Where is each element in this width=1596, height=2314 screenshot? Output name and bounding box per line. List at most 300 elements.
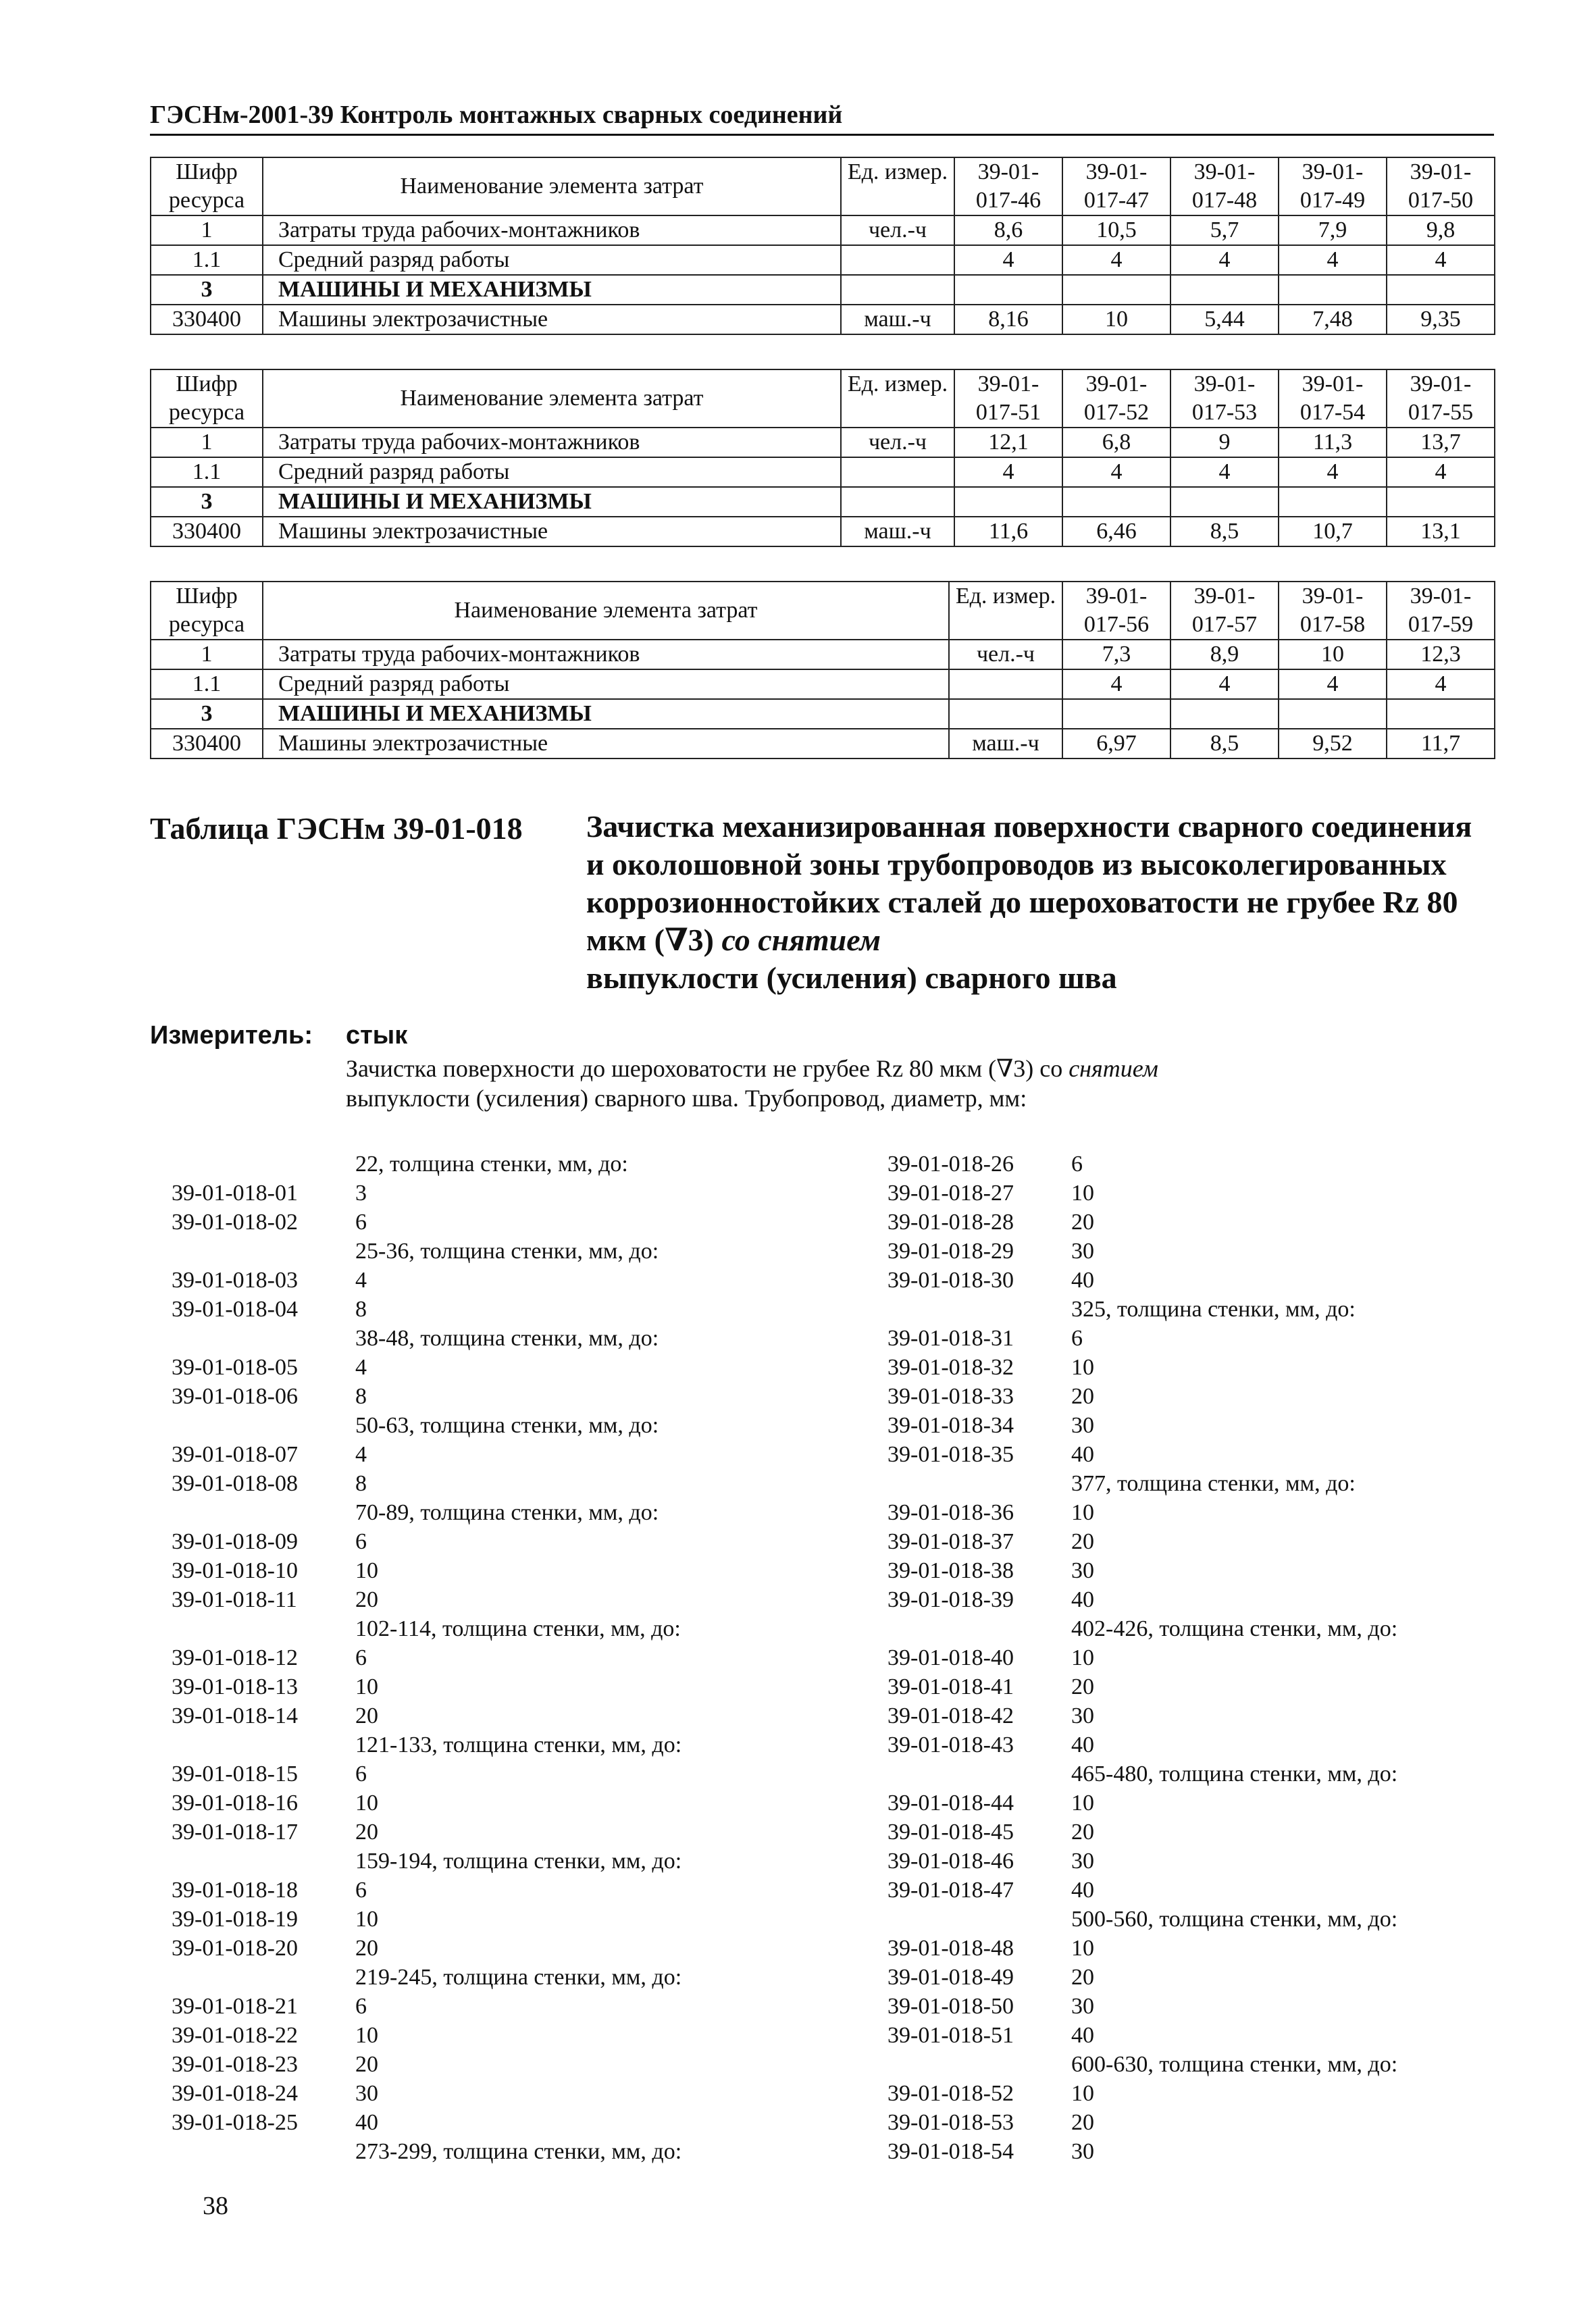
cell-value: 7,9: [1279, 215, 1387, 245]
rate-code: 39-01-018-33: [887, 1384, 1014, 1409]
measurer-label: Измеритель:: [150, 1021, 313, 1050]
wall-thickness-value: 30: [1071, 1849, 1094, 1874]
col-header-rate-code: 39-01-017-58: [1279, 582, 1387, 640]
cell-value: 4: [1062, 245, 1170, 275]
cell-value: 11,3: [1279, 428, 1387, 457]
wall-thickness-value: 30: [1071, 1703, 1094, 1728]
list-item: [887, 1963, 1495, 1992]
list-item: [172, 1556, 847, 1585]
col-header-name: Наименование элемента затрат: [263, 369, 841, 428]
rate-code: 39-01-018-25: [172, 2110, 298, 2135]
list-item: [887, 1411, 1495, 1440]
cell-unit: [841, 487, 954, 517]
table-row: [151, 729, 1495, 759]
cell-value: 10,7: [1279, 517, 1387, 546]
wall-thickness-value: 20: [355, 1587, 378, 1612]
list-group-header-row: [887, 1295, 1495, 1324]
wall-thickness-value: 20: [1071, 1820, 1094, 1845]
wall-thickness-value: 20: [355, 1703, 378, 1728]
wall-thickness-value: 10: [1071, 1181, 1094, 1206]
resource-table-2: [150, 369, 1495, 547]
cell-unit: чел.-ч: [841, 428, 954, 457]
cell-unit: [841, 245, 954, 275]
rate-code: 39-01-018-48: [887, 1936, 1014, 1961]
list-item: [172, 1353, 847, 1382]
rate-code: 39-01-018-18: [172, 1878, 298, 1903]
cell-value: 7,3: [1062, 640, 1170, 669]
list-item: [172, 1440, 847, 1469]
cell-value: 5,44: [1170, 305, 1279, 334]
cell-element-name: МАШИНЫ И МЕХАНИЗМЫ: [263, 275, 841, 305]
cell-resource-code: 1: [151, 428, 263, 457]
cell-resource-code: 3: [151, 487, 263, 517]
cell-value: 5,7: [1170, 215, 1279, 245]
cell-value: 13,7: [1387, 428, 1495, 457]
wall-thickness-value: 10: [355, 2023, 378, 2048]
rate-code: 39-01-018-30: [887, 1268, 1014, 1293]
rate-code: 39-01-018-09: [172, 1529, 298, 1554]
cell-value: 8,5: [1170, 729, 1279, 759]
cell-value: 7,48: [1279, 305, 1387, 334]
list-item: [172, 1876, 847, 1905]
wall-thickness-value: 10: [1071, 1936, 1094, 1961]
table-row: [151, 669, 1495, 699]
list-group-header-row: [172, 1411, 847, 1440]
diameter-header: 25-36, толщина стенки, мм, до:: [355, 1239, 659, 1264]
col-header-rate-code: 39-01-017-54: [1279, 369, 1387, 428]
table-header-row: [151, 582, 1495, 640]
table-row: [151, 699, 1495, 729]
rate-code: 39-01-018-32: [887, 1355, 1014, 1380]
col-header-rate-code: 39-01-017-59: [1387, 582, 1495, 640]
list-group-header-row: [172, 1498, 847, 1527]
col-header-unit: Ед. измер.: [841, 369, 954, 428]
rate-code: 39-01-018-28: [887, 1210, 1014, 1235]
list-item: [887, 1701, 1495, 1730]
rate-code: 39-01-018-45: [887, 1820, 1014, 1845]
col-header-rate-code: 39-01-017-49: [1279, 157, 1387, 215]
list-item: [172, 1266, 847, 1295]
cell-unit: маш.-ч: [949, 729, 1062, 759]
rate-code: 39-01-018-46: [887, 1849, 1014, 1874]
col-header-rate-code: 39-01-017-46: [954, 157, 1062, 215]
rate-code: 39-01-018-06: [172, 1384, 298, 1409]
page-header: ГЭСНм-2001-39 Контроль монтажных сварных соединений: [150, 100, 1494, 136]
col-header-rate-code: 39-01-017-57: [1170, 582, 1279, 640]
rate-code: 39-01-018-51: [887, 2023, 1014, 2048]
wall-thickness-value: 20: [355, 2052, 378, 2077]
col-header-name: Наименование элемента затрат: [263, 157, 841, 215]
rate-code: 39-01-018-23: [172, 2052, 298, 2077]
wall-thickness-value: 40: [355, 2110, 378, 2135]
wall-thickness-value: 10: [355, 1558, 378, 1583]
rate-code: 39-01-018-43: [887, 1732, 1014, 1757]
wall-thickness-value: 40: [1071, 1878, 1094, 1903]
cell-value: 4: [1279, 669, 1387, 699]
rate-code: 39-01-018-41: [887, 1674, 1014, 1699]
table-title-italic: со снятием: [721, 923, 881, 957]
wall-thickness-value: 20: [355, 1820, 378, 1845]
cell-unit: чел.-ч: [949, 640, 1062, 669]
list-item: [887, 1585, 1495, 1614]
col-header-rate-code: 39-01-017-50: [1387, 157, 1495, 215]
description-start: Зачистка поверхности до шероховатости не грубее Rz 80 мкм (∇3) со: [346, 1055, 1063, 1082]
col-header-rate-code: 39-01-017-48: [1170, 157, 1279, 215]
wall-thickness-value: 10: [1071, 1645, 1094, 1670]
left-code-list: [172, 1150, 847, 2166]
list-group-header-row: [172, 1237, 847, 1266]
wall-thickness-value: 10: [355, 1907, 378, 1932]
rate-code: 39-01-018-49: [887, 1965, 1014, 1990]
cell-unit: [949, 699, 1062, 729]
table-row: [151, 245, 1495, 275]
wall-thickness-value: 6: [1071, 1326, 1083, 1351]
rate-code: 39-01-018-02: [172, 1210, 298, 1235]
col-header-rate-code: 39-01-017-56: [1062, 582, 1170, 640]
cell-element-name: МАШИНЫ И МЕХАНИЗМЫ: [263, 487, 841, 517]
list-item: [172, 1295, 847, 1324]
cell-resource-code: 1.1: [151, 669, 263, 699]
rate-code: 39-01-018-12: [172, 1645, 298, 1670]
cell-value: 4: [1062, 457, 1170, 487]
cell-value: 9,52: [1279, 729, 1387, 759]
list-item: [887, 1818, 1495, 1847]
col-header-rate-code: 39-01-017-53: [1170, 369, 1279, 428]
list-item: [887, 1789, 1495, 1818]
list-item: [172, 2079, 847, 2108]
diameter-header: 38-48, толщина стенки, мм, до:: [355, 1326, 659, 1351]
cell-resource-code: 1.1: [151, 245, 263, 275]
cell-element-name: Средний разряд работы: [263, 245, 841, 275]
col-header-rate-code: 39-01-017-47: [1062, 157, 1170, 215]
list-item: [172, 1643, 847, 1672]
cell-value: 4: [1387, 245, 1495, 275]
wall-thickness-value: 6: [355, 1210, 367, 1235]
table-row: [151, 457, 1495, 487]
rate-code: 39-01-018-01: [172, 1181, 298, 1206]
cell-value: 4: [954, 457, 1062, 487]
cell-value: [1279, 487, 1387, 517]
table-row: [151, 215, 1495, 245]
wall-thickness-value: 40: [1071, 1442, 1094, 1467]
cell-value: [1279, 699, 1387, 729]
list-item: [887, 1353, 1495, 1382]
list-group-header-row: [172, 2137, 847, 2166]
wall-thickness-value: 30: [1071, 1994, 1094, 2019]
wall-thickness-value: 40: [1071, 1587, 1094, 1612]
list-item: [887, 1992, 1495, 2021]
diameter-header: 500-560, толщина стенки, мм, до:: [1071, 1907, 1398, 1932]
col-header-unit: Ед. измер.: [841, 157, 954, 215]
rate-code: 39-01-018-35: [887, 1442, 1014, 1467]
list-item: [172, 1789, 847, 1818]
cell-element-name: Затраты труда рабочих-монтажников: [263, 215, 841, 245]
wall-thickness-value: 8: [355, 1384, 367, 1409]
rate-code: 39-01-018-08: [172, 1471, 298, 1496]
rate-code: 39-01-018-24: [172, 2081, 298, 2106]
wall-thickness-value: 10: [355, 1791, 378, 1816]
list-item: [887, 1934, 1495, 1963]
rate-code: 39-01-018-44: [887, 1791, 1014, 1816]
list-group-header-row: [172, 1730, 847, 1759]
list-item: [887, 1179, 1495, 1208]
wall-thickness-value: 30: [1071, 1413, 1094, 1438]
cell-element-name: Средний разряд работы: [263, 669, 949, 699]
wall-thickness-value: 6: [1071, 1152, 1083, 1177]
rate-code: 39-01-018-21: [172, 1994, 298, 2019]
list-group-header-row: [887, 1905, 1495, 1934]
col-header-rate-code: 39-01-017-52: [1062, 369, 1170, 428]
rate-code: 39-01-018-34: [887, 1413, 1014, 1438]
diameter-header: 121-133, толщина стенки, мм, до:: [355, 1732, 682, 1757]
cell-value: 9: [1170, 428, 1279, 457]
wall-thickness-value: 4: [355, 1355, 367, 1380]
wall-thickness-value: 20: [1071, 1965, 1094, 1990]
cell-resource-code: 330400: [151, 305, 263, 334]
cell-value: 8,16: [954, 305, 1062, 334]
cell-value: [954, 487, 1062, 517]
wall-thickness-value: 30: [1071, 1239, 1094, 1264]
rate-code: 39-01-018-52: [887, 2081, 1014, 2106]
cell-value: 11,7: [1387, 729, 1495, 759]
list-item: [172, 2108, 847, 2137]
list-item: [887, 1498, 1495, 1527]
list-group-header-row: [887, 1469, 1495, 1498]
list-item: [887, 1382, 1495, 1411]
col-header-code: Шифр ресурса: [151, 157, 263, 215]
diameter-header: 325, толщина стенки, мм, до:: [1071, 1297, 1356, 1322]
cell-unit: чел.-ч: [841, 215, 954, 245]
cell-value: 6,97: [1062, 729, 1170, 759]
cell-value: 8,9: [1170, 640, 1279, 669]
cell-element-name: Машины электрозачистные: [263, 305, 841, 334]
col-header-unit: Ед. измер.: [949, 582, 1062, 640]
list-item: [172, 1179, 847, 1208]
cell-value: [1387, 487, 1495, 517]
rate-code: 39-01-018-29: [887, 1239, 1014, 1264]
cell-value: [1387, 275, 1495, 305]
list-group-header-row: [887, 1614, 1495, 1643]
cell-value: 4: [1387, 669, 1495, 699]
diameter-header: 159-194, толщина стенки, мм, до:: [355, 1849, 682, 1874]
wall-thickness-value: 3: [355, 1181, 367, 1206]
rate-code: 39-01-018-36: [887, 1500, 1014, 1525]
diameter-header: 22, толщина стенки, мм, до:: [355, 1152, 628, 1177]
wall-thickness-value: 6: [355, 1645, 367, 1670]
wall-thickness-value: 20: [1071, 1529, 1094, 1554]
diameter-header: 273-299, толщина стенки, мм, до:: [355, 2139, 682, 2164]
wall-thickness-value: 40: [1071, 1732, 1094, 1757]
cell-resource-code: 1: [151, 640, 263, 669]
rate-code: 39-01-018-42: [887, 1703, 1014, 1728]
rate-code: 39-01-018-19: [172, 1907, 298, 1932]
diameter-header: 402-426, толщина стенки, мм, до:: [1071, 1616, 1398, 1641]
cell-value: [1170, 699, 1279, 729]
list-item: [172, 2050, 847, 2079]
table-title-end: выпуклости (усиления) сварного шва: [586, 960, 1117, 995]
cell-value: [1062, 275, 1170, 305]
cell-value: 4: [1279, 457, 1387, 487]
resource-table-3: [150, 581, 1495, 759]
list-item: [172, 2021, 847, 2050]
list-item: [887, 2137, 1495, 2166]
list-item: [887, 1643, 1495, 1672]
cell-element-name: МАШИНЫ И МЕХАНИЗМЫ: [263, 699, 949, 729]
list-item: [887, 1150, 1495, 1179]
rate-code: 39-01-018-38: [887, 1558, 1014, 1583]
table-caption: Таблица ГЭСНм 39-01-018: [150, 811, 523, 846]
wall-thickness-value: 40: [1071, 1268, 1094, 1293]
table-header-row: [151, 157, 1495, 215]
rate-code: 39-01-018-47: [887, 1878, 1014, 1903]
cell-value: 4: [954, 245, 1062, 275]
rate-code: 39-01-018-50: [887, 1994, 1014, 2019]
cell-unit: маш.-ч: [841, 517, 954, 546]
list-group-header-row: [887, 1759, 1495, 1789]
list-item: [887, 1440, 1495, 1469]
list-group-header-row: [172, 1150, 847, 1179]
cell-value: [954, 275, 1062, 305]
list-item: [887, 1672, 1495, 1701]
wall-thickness-value: 8: [355, 1297, 367, 1322]
table-row: [151, 640, 1495, 669]
table-header-row: [151, 369, 1495, 428]
list-item: [172, 1934, 847, 1963]
cell-element-name: Затраты труда рабочих-монтажников: [263, 428, 841, 457]
cell-value: 12,3: [1387, 640, 1495, 669]
description-italic: снятием: [1069, 1055, 1158, 1082]
cell-value: 4: [1170, 457, 1279, 487]
diameter-header: 465-480, толщина стенки, мм, до:: [1071, 1762, 1398, 1786]
wall-thickness-value: 30: [1071, 1558, 1094, 1583]
diameter-header: 377, толщина стенки, мм, до:: [1071, 1471, 1356, 1496]
cell-value: 10: [1062, 305, 1170, 334]
list-item: [887, 1876, 1495, 1905]
cell-unit: [949, 669, 1062, 699]
list-item: [172, 1672, 847, 1701]
list-item: [887, 2079, 1495, 2108]
list-item: [887, 1324, 1495, 1353]
list-item: [887, 1730, 1495, 1759]
table-title: [586, 808, 1485, 997]
wall-thickness-value: 20: [1071, 1674, 1094, 1699]
list-item: [172, 1527, 847, 1556]
wall-thickness-value: 40: [1071, 2023, 1094, 2048]
wall-thickness-value: 20: [1071, 1384, 1094, 1409]
rate-code: 39-01-018-16: [172, 1791, 298, 1816]
wall-thickness-value: 30: [355, 2081, 378, 2106]
cell-value: 11,6: [954, 517, 1062, 546]
rate-code: 39-01-018-37: [887, 1529, 1014, 1554]
col-header-rate-code: 39-01-017-55: [1387, 369, 1495, 428]
col-header-name: Наименование элемента затрат: [263, 582, 949, 640]
cell-value: 6,46: [1062, 517, 1170, 546]
table-row: [151, 487, 1495, 517]
diameter-header: 70-89, толщина стенки, мм, до:: [355, 1500, 659, 1525]
cell-resource-code: 3: [151, 275, 263, 305]
cell-value: 10: [1279, 640, 1387, 669]
rate-code: 39-01-018-14: [172, 1703, 298, 1728]
rate-code: 39-01-018-20: [172, 1936, 298, 1961]
cell-value: 10,5: [1062, 215, 1170, 245]
cell-value: [1170, 487, 1279, 517]
rate-code: 39-01-018-26: [887, 1152, 1014, 1177]
cell-value: 12,1: [954, 428, 1062, 457]
cell-resource-code: 1: [151, 215, 263, 245]
rate-code: 39-01-018-03: [172, 1268, 298, 1293]
diameter-header: 50-63, толщина стенки, мм, до:: [355, 1413, 659, 1438]
list-group-header-row: [172, 1963, 847, 1992]
list-item: [172, 1585, 847, 1614]
list-item: [887, 1237, 1495, 1266]
wall-thickness-value: 30: [1071, 2139, 1094, 2164]
list-item: [172, 1469, 847, 1498]
wall-thickness-value: 6: [355, 1529, 367, 1554]
wall-thickness-value: 10: [1071, 1791, 1094, 1816]
cell-value: [1170, 275, 1279, 305]
cell-element-name: Средний разряд работы: [263, 457, 841, 487]
rate-code: 39-01-018-07: [172, 1442, 298, 1467]
list-group-header-row: [172, 1614, 847, 1643]
cell-element-name: Машины электрозачистные: [263, 517, 841, 546]
wall-thickness-value: 10: [1071, 1355, 1094, 1380]
list-item: [887, 2108, 1495, 2137]
wall-thickness-value: 6: [355, 1878, 367, 1903]
cell-element-name: Затраты труда рабочих-монтажников: [263, 640, 949, 669]
rate-code: 39-01-018-05: [172, 1355, 298, 1380]
cell-unit: [841, 457, 954, 487]
cell-resource-code: 1.1: [151, 457, 263, 487]
list-group-header-row: [887, 2050, 1495, 2079]
wall-thickness-value: 20: [355, 1936, 378, 1961]
list-item: [887, 2021, 1495, 2050]
cell-element-name: Машины электрозачистные: [263, 729, 949, 759]
cell-value: 4: [1387, 457, 1495, 487]
cell-value: 4: [1170, 245, 1279, 275]
list-item: [887, 1208, 1495, 1237]
wall-thickness-value: 6: [355, 1762, 367, 1786]
rate-code: 39-01-018-31: [887, 1326, 1014, 1351]
diameter-header: 102-114, толщина стенки, мм, до:: [355, 1616, 681, 1641]
list-item: [172, 1382, 847, 1411]
description: [346, 1054, 1426, 1113]
table-row: [151, 305, 1495, 334]
rate-code: 39-01-018-54: [887, 2139, 1014, 2164]
cell-value: [1062, 699, 1170, 729]
cell-value: 9,35: [1387, 305, 1495, 334]
rate-code: 39-01-018-04: [172, 1297, 298, 1322]
list-item: [887, 1266, 1495, 1295]
rate-code: 39-01-018-17: [172, 1820, 298, 1845]
cell-resource-code: 3: [151, 699, 263, 729]
list-item: [887, 1527, 1495, 1556]
rate-code: 39-01-018-10: [172, 1558, 298, 1583]
rate-code: 39-01-018-53: [887, 2110, 1014, 2135]
col-header-code: Шифр ресурса: [151, 582, 263, 640]
col-header-rate-code: 39-01-017-51: [954, 369, 1062, 428]
wall-thickness-value: 10: [355, 1674, 378, 1699]
table-row: [151, 428, 1495, 457]
rate-code: 39-01-018-15: [172, 1762, 298, 1786]
cell-value: 8,6: [954, 215, 1062, 245]
list-item: [172, 1701, 847, 1730]
wall-thickness-value: 10: [1071, 1500, 1094, 1525]
table-row: [151, 275, 1495, 305]
right-code-list: [887, 1150, 1495, 2166]
measurer-value: стык: [346, 1021, 408, 1050]
wall-thickness-value: 8: [355, 1471, 367, 1496]
cell-unit: [841, 275, 954, 305]
